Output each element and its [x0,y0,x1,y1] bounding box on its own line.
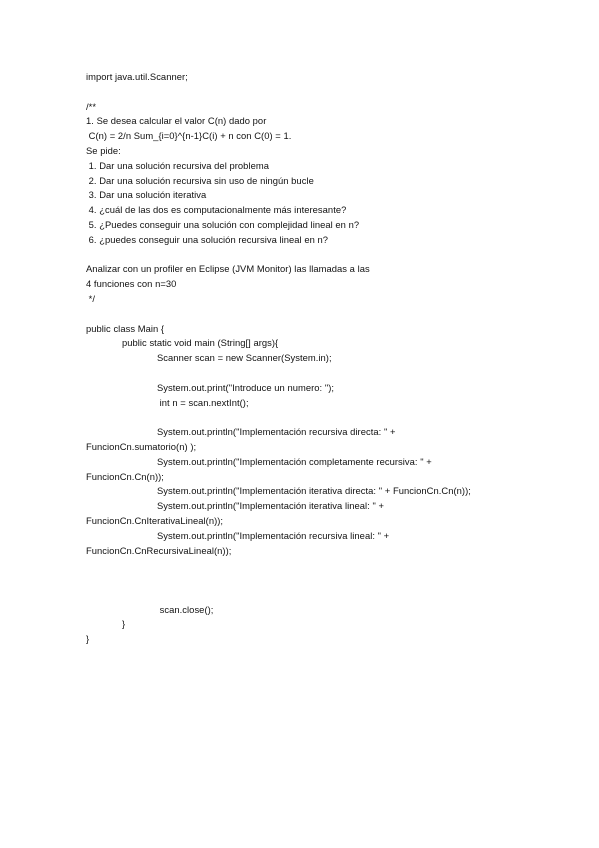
profiler-note: Analizar con un profiler en Eclipse (JVM Monitor) las llamadas a las [86,263,370,275]
blank-line [86,307,566,322]
code-line: System.out.print("Introduce un numero: "); [157,381,335,393]
code-line: System.out.println("Implementación iterativa lineal: " + [157,500,385,512]
code-line: int n = scan.nextInt(); [157,396,249,408]
task-item: 4. ¿cuál de las dos es computacionalmente más interesante? [86,204,347,216]
blank-line [86,588,566,603]
problem-statement: 1. Se desea calcular el valor C(n) dado por [86,115,267,127]
code-line: FuncionCn.CnIterativaLineal(n)); [86,514,224,526]
code-line: Scanner scan = new Scanner(System.in); [157,352,332,364]
main-method-declaration: public static void main (String[] args){ [122,337,279,349]
task-item: 1. Dar una solución recursiva del problema [86,159,269,171]
problem-formula: C(n) = 2/n Sum_{i=0}^{n-1}C(i) + n con C(0) = 1. [86,130,292,142]
blank-line [86,558,566,573]
import-statement: import java.util.Scanner; [86,71,188,82]
comment-close: */ [86,292,96,304]
task-item: 2. Dar una solución recursiva sin uso de ningún bucle [86,174,314,186]
task-item: 6. ¿puedes conseguir una solución recursiva lineal en n? [86,233,329,245]
class-declaration: public class Main { [86,322,165,334]
code-line: scan.close(); [157,603,214,615]
comment-open: /** [86,100,97,112]
blank-line [86,85,566,100]
tasks-heading: Se pide: [86,144,121,156]
blank-line [86,248,566,263]
code-line: System.out.println("Implementación iterativa directa: " + FuncionCn.Cn(n)); [157,485,471,497]
code-line: System.out.println("Implementación recursiva lineal: " + [157,529,390,541]
blank-line [86,573,566,588]
code-line: System.out.println("Implementación recursiva directa: " + [157,426,396,438]
code-line: System.out.println("Implementación completamente recursiva: " + [157,455,432,467]
task-item: 3. Dar una solución iterativa [86,189,207,201]
blank-line [86,410,566,425]
code-line: FuncionCn.Cn(n)); [86,470,164,482]
profiler-note: 4 funciones con n=30 [86,278,177,290]
code-line: FuncionCn.CnRecursivaLineal(n)); [86,544,232,556]
closing-brace: } [122,618,126,630]
code-listing [86,70,566,647]
blank-line [86,366,566,381]
closing-brace: } [86,633,90,645]
task-item: 5. ¿Puedes conseguir una solución con complejidad lineal en n? [86,218,360,230]
code-line: FuncionCn.sumatorio(n) ); [86,440,197,452]
